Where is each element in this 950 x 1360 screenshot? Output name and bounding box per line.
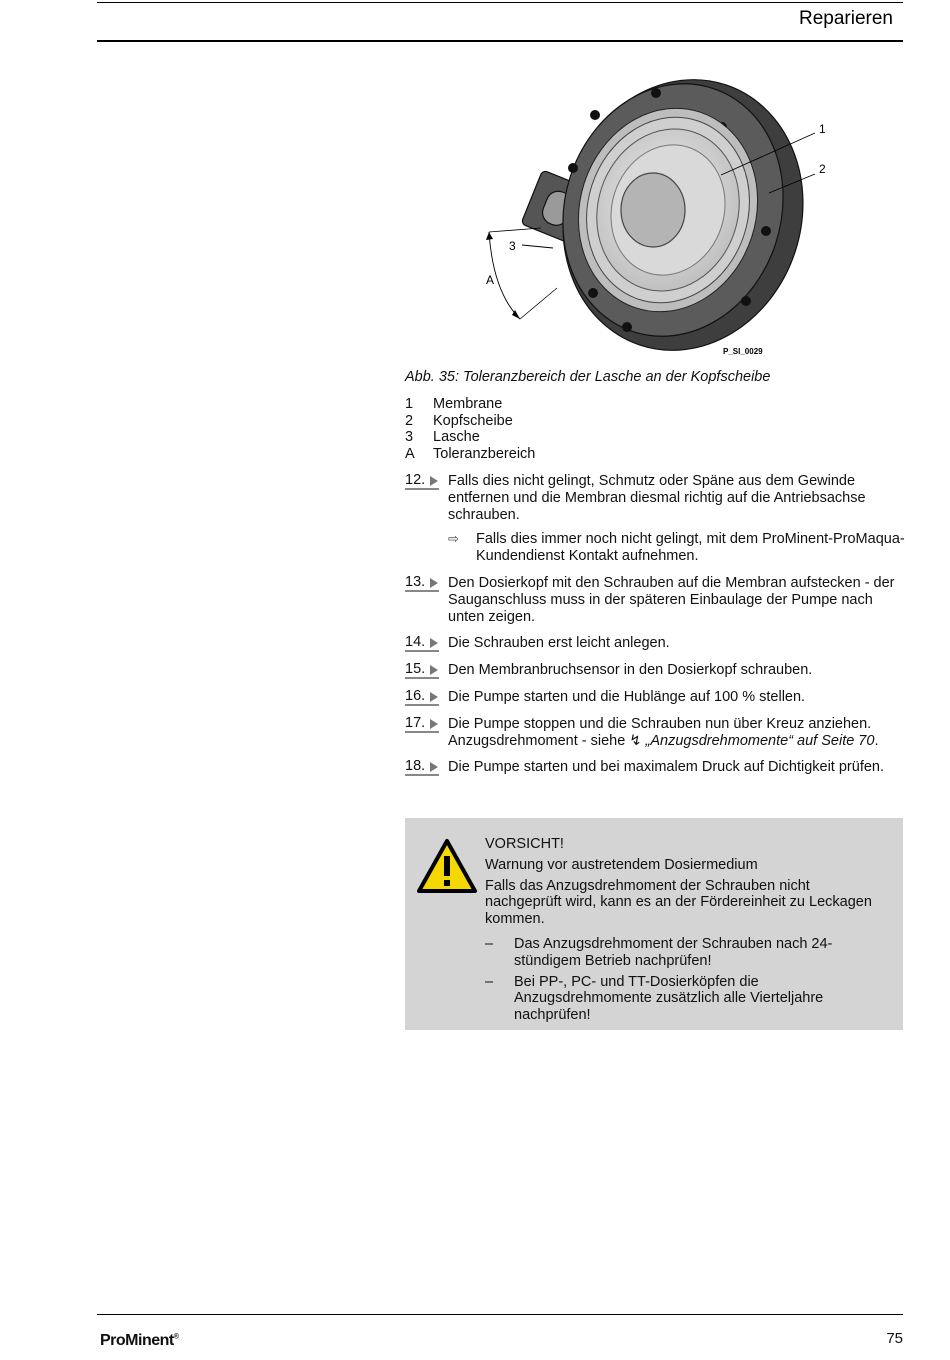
legend-item [405,446,535,463]
step-15 [405,662,905,679]
step-text: Den Membranbruchsensor in den Dosierkopf schrauben. [448,662,813,679]
list-dash: – [485,935,494,952]
result-text: Falls dies immer noch nicht gelingt, mit dem ProMinent-ProMaqua-Kundendienst Kontakt aufnehmen. [476,531,905,565]
figure-legend [405,396,535,462]
brand-logo: ProMinent® [100,1332,179,1349]
result-arrow-icon: ⇨ [448,531,459,547]
step-number: 17. [405,716,439,733]
legend-label: Kopfscheibe [433,412,513,429]
instruction-steps [405,473,905,786]
caution-subtitle: Warnung vor austretendem Dosiermedium [485,856,758,873]
legend-item [405,429,535,446]
caution-text: Falls das Anzugsdrehmoment der Schrauben nicht nachgeprüft wird, kann es an der Fördereinheit zu Leckagen kommen. [485,877,872,928]
brand-name: ProMinent [100,1332,174,1349]
callout-1: 1 [819,122,826,136]
warning-triangle-icon [416,838,478,899]
header-top-rule [97,2,903,3]
step-number: 15. [405,662,439,679]
step-12-result [405,531,905,565]
callout-2: 2 [819,162,826,176]
legend-key: 2 [405,412,414,429]
step-number: 14. [405,635,439,652]
legend-label: Toleranzbereich [433,445,536,462]
caution-item-text: Bei PP-, PC- und TT-Dosierköpfen die Anzugsdrehmomente zusätzlich alle Vierteljahre nachprüfen! [514,973,824,1024]
callout-a: A [486,273,495,287]
step-arrow-icon [430,692,438,702]
step-number: 16. [405,689,439,706]
step-17 [405,716,905,750]
caution-list-item [485,974,890,1024]
bolt-hole [568,163,578,173]
step-number: 12. [405,473,439,490]
step-arrow-icon [430,638,438,648]
bolt-hole [741,296,751,306]
bolt-hole [761,226,771,236]
legend-key: 3 [405,429,414,446]
legend-item [405,396,535,413]
step-text: Die Pumpe starten und bei maximalem Druck auf Dichtigkeit prüfen. [448,759,884,776]
step-arrow-icon [430,665,438,675]
step-arrow-icon [430,762,438,772]
callout-3: 3 [509,239,516,253]
step-text: Die Pumpe stoppen und die Schrauben nun über Kreuz anziehen. Anzugsdrehmoment - siehe [448,715,872,749]
step-number: 13. [405,575,439,592]
step-14 [405,635,905,652]
caution-content [485,836,890,1028]
page-number: 75 [886,1330,903,1347]
bolt-hole [622,322,632,332]
cross-reference-link[interactable]: „Anzugsdrehmomente“ auf Seite 70 [645,732,875,749]
step-arrow-icon [430,719,438,729]
bolt-hole [588,288,598,298]
legend-label: Membrane [433,396,503,412]
page-section-title: Reparieren [799,8,893,29]
xref-suffix: . [874,732,879,749]
legend-key: 1 [405,396,414,412]
step-text: Den Dosierkopf mit den Schrauben auf die Membran aufstecken - der Sauganschluss muss in der späteren Einbaulage der Pumpe nach unten zeigen. [448,574,895,625]
figure-head-disc [405,60,903,360]
step-18 [405,759,905,776]
figure-caption: Abb. 35: Toleranzbereich der Lasche an der Kopfscheibe [405,369,771,385]
caution-list [485,936,890,1024]
step-12 [405,473,905,523]
caution-title: VORSICHT! [485,836,564,852]
header-bottom-rule [97,40,903,42]
step-text: Die Schrauben erst leicht anlegen. [448,635,670,652]
legend-key: A [405,445,415,462]
caution-list-item [485,936,890,970]
cross-reference-icon: ↯ [629,732,642,749]
figure-image-id: P_SI_0029 [723,347,763,356]
step-text: Die Pumpe starten und die Hublänge auf 100 % stellen. [448,688,806,705]
step-text: Falls dies nicht gelingt, Schmutz oder Späne aus dem Gewinde entfernen und die Membran diesmal richtig auf die Antriebsachse schrauben. [448,473,866,523]
caution-box [405,818,903,1030]
step-arrow-icon [430,476,438,486]
step-arrow-icon [430,578,438,588]
legend-label: Lasche [433,429,480,446]
head-disc-drawing [405,60,903,360]
step-13 [405,575,905,625]
legend-item [405,413,535,430]
list-dash: – [485,973,494,990]
bolt-hole [651,88,661,98]
bolt-hole [590,110,600,120]
step-number: 18. [405,759,439,776]
footer-rule [97,1314,903,1315]
step-16 [405,689,905,706]
caution-item-text: Das Anzugsdrehmoment der Schrauben nach 24-stündigem Betrieb nachprüfen! [514,935,833,969]
